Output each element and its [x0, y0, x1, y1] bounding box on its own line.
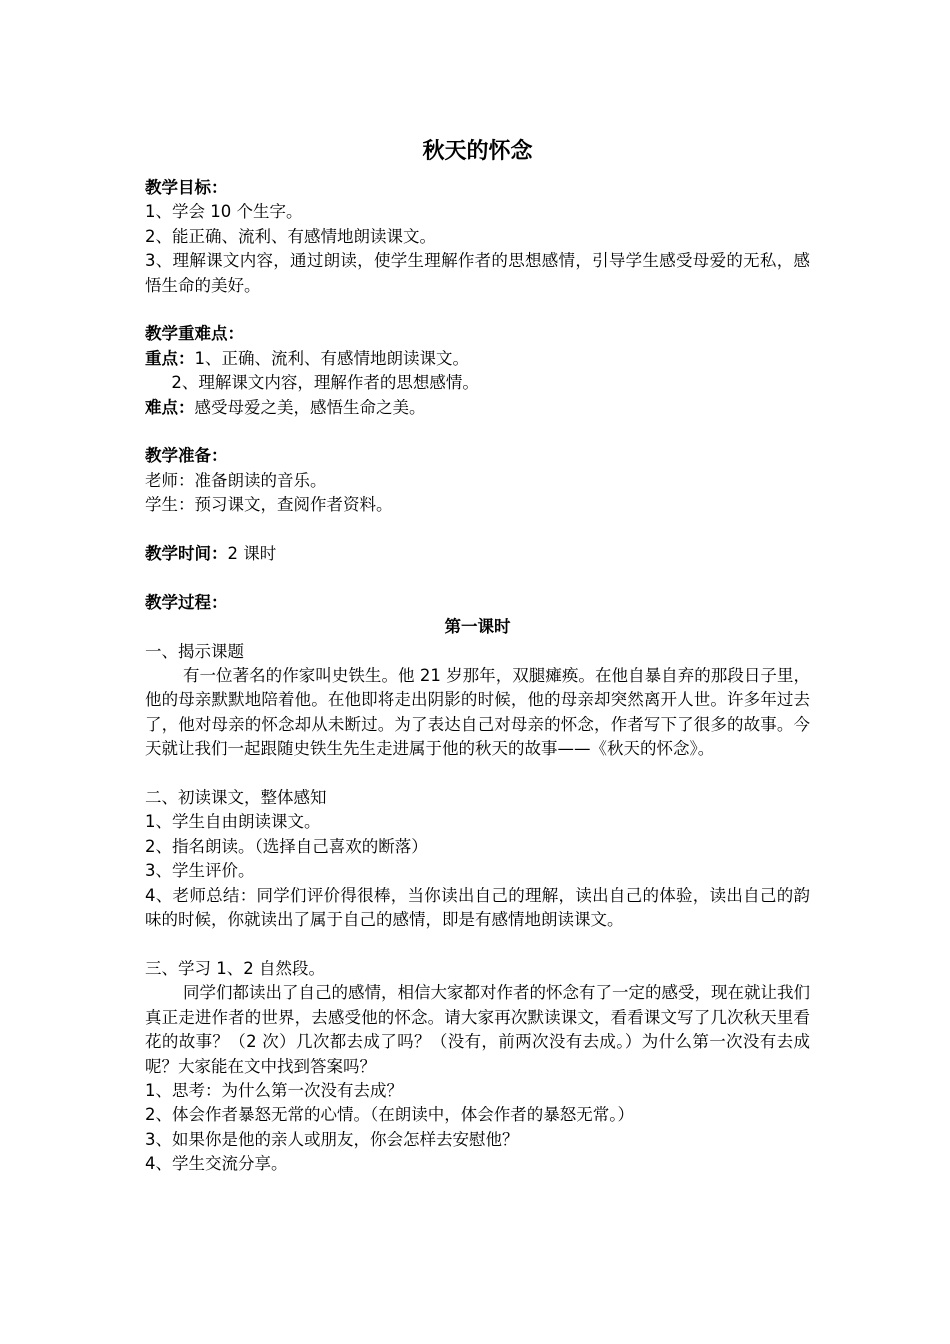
spacer	[145, 566, 810, 590]
list-item: 3、如果你是他的亲人或朋友，你会怎样去安慰他？	[145, 1129, 519, 1149]
document-title: 秋天的怀念	[422, 139, 533, 164]
section-heading: 一、揭示课题	[145, 641, 244, 661]
teaching-time-line	[145, 542, 810, 566]
list-item: 4、学生交流分享。	[145, 1154, 288, 1174]
spacer	[145, 518, 810, 542]
keypoints-heading: 教学重难点：	[145, 324, 244, 344]
list-item: 4、老师总结：同学们评价得很棒，当你读出自己的理解，读出自己的体验，读出自己的韵味的时候，你就读出了属于自己的感情，即是有感情地朗读课文。	[145, 885, 810, 930]
section-heading: 二、初读课文，整体感知	[145, 788, 327, 808]
preparation-student: 学生：预习课文，查阅作者资料。	[145, 495, 393, 515]
spacer	[145, 420, 810, 444]
process-heading: 教学过程：	[145, 592, 228, 612]
document-page	[145, 136, 810, 1177]
spacer	[145, 933, 810, 957]
objectives-heading: 教学目标：	[145, 178, 228, 197]
section-heading: 三、学习 1、2 自然段。	[145, 958, 325, 978]
teaching-time-label: 教学时间：	[145, 544, 228, 564]
key-point-2: 2、理解课文内容，理解作者的思想感情。	[171, 373, 479, 393]
difficult-point-line	[145, 396, 810, 420]
preparation-heading: 教学准备：	[145, 446, 228, 466]
spacer	[145, 762, 810, 786]
list-item: 1、思考：为什么第一次没有去成？	[145, 1080, 403, 1100]
list-item: 3、学生评价。	[145, 861, 255, 881]
preparation-teacher: 老师：准备朗读的音乐。	[145, 470, 327, 490]
objective-item: 3、理解课文内容，通过朗读，使学生理解作者的思想感情，引导学生感受母爱的无私，感悟生命的美好。	[145, 251, 810, 295]
key-point-line	[145, 347, 810, 371]
difficult-point: 感受母爱之美，感悟生命之美。	[194, 397, 426, 417]
teaching-time-value: 2 课时	[227, 544, 277, 564]
list-item: 2、指名朗读。（选择自己喜欢的断落）	[145, 836, 428, 856]
objective-item: 2、能正确、流利、有感情地朗读课文。	[145, 226, 436, 246]
list-item: 2、体会作者暴怒无常的心情。（在朗读中，体会作者的暴怒无常。）	[145, 1105, 634, 1125]
lesson-title: 第一课时	[444, 617, 511, 637]
difficult-label: 难点：	[145, 397, 195, 417]
objective-item: 1、学会 10 个生字。	[145, 202, 303, 222]
list-item: 1、学生自由朗读课文。	[145, 812, 321, 832]
section-paragraph: 有一位著名的作家叫史铁生。他 21 岁那年，双腿瘫痪。在他自暴自弃的那段日子里，他的母亲默默地陪着他。在他即将走出阴影的时候，他的母亲却突然离开人世。许多年过去了，他对母亲的怀念却从未断过。为了表达自己对母亲的怀念，作者写下了很多的故事。今天就让我们一起跟随史铁生先生走进属于他的秋天的故事——《秋天的怀念》。	[145, 666, 810, 759]
key-point-1: 1、正确、流利、有感情地朗读课文。	[194, 348, 469, 368]
spacer	[145, 298, 810, 322]
key-label: 重点：	[145, 348, 195, 368]
section-paragraph: 同学们都读出了自己的感情，相信大家都对作者的怀念有了一定的感受，现在就让我们真正走进作者的世界，去感受他的怀念。请大家再次默读课文，看看课文写了几次秋天里看花的故事？（2 次）几次都去成了吗？（没有，前两次没有去成。）为什么第一次没有去成呢？大家能在文中找到答案吗？	[145, 983, 810, 1076]
